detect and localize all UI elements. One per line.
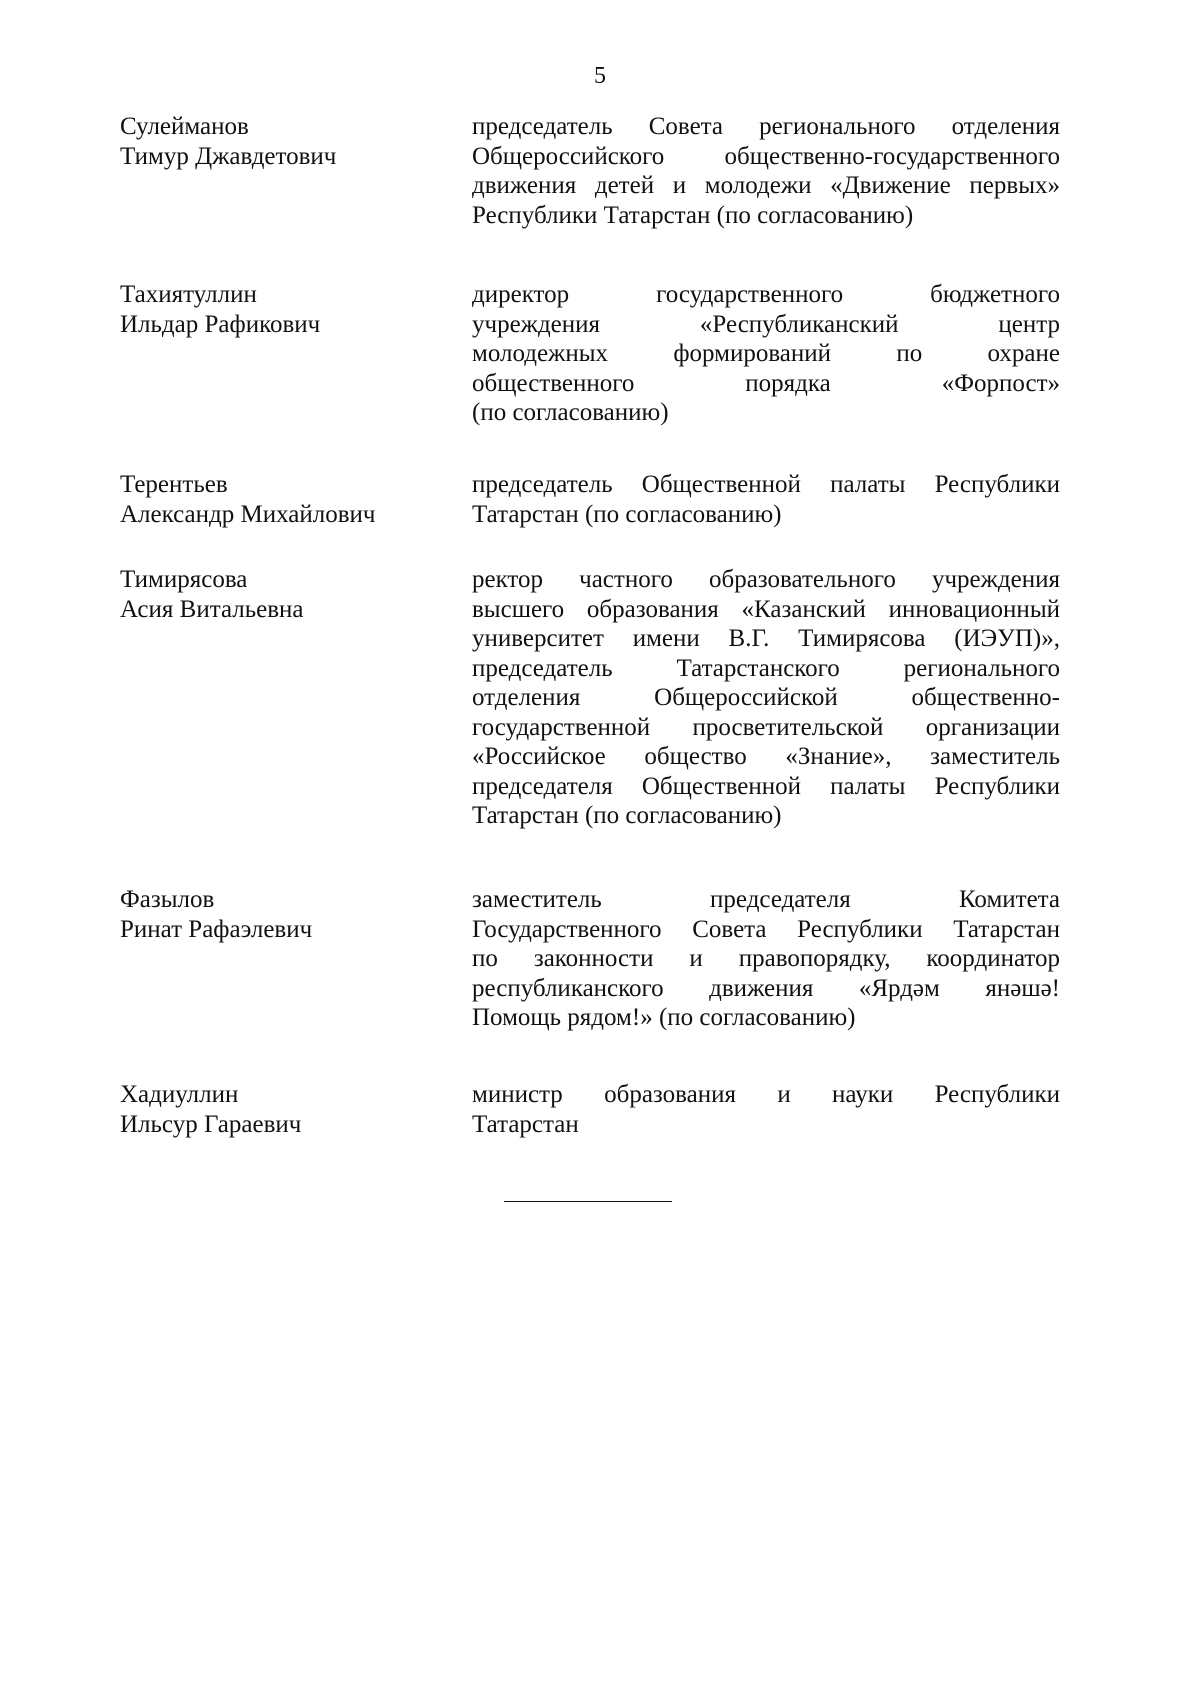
- role-line: председатель Татарстанского регионального: [472, 654, 1060, 682]
- member-surname: Сулейманов: [120, 113, 249, 140]
- member-surname: Тимирясова: [120, 566, 248, 593]
- role-line: учреждения «Республиканский центр: [472, 310, 1060, 338]
- member-role: [472, 565, 1060, 831]
- member-given-names: Тимур Джавдетович: [120, 142, 337, 170]
- role-line: заместитель председателя Комитета: [472, 886, 1060, 913]
- closing-divider: [504, 1201, 672, 1202]
- member-given-names: Ильдар Рафикович: [120, 310, 321, 338]
- role-line: Татарстан (по согласованию): [472, 500, 782, 528]
- role-line: (по согласованию): [472, 399, 669, 426]
- role-line: молодежных формирований по охране: [472, 340, 1060, 367]
- role-line: ректор частного образовательного учреждения: [472, 566, 1060, 593]
- role-line: Общероссийского общественно-государственного: [472, 142, 1060, 170]
- member-given-names: Асия Витальевна: [120, 595, 304, 623]
- member-surname: Фазылов: [120, 886, 215, 913]
- member-surname: Тахиятуллин: [120, 281, 257, 308]
- role-line: Республики Татарстан (по согласованию): [472, 201, 914, 229]
- member-surname: Хадиуллин: [120, 1081, 239, 1108]
- role-line: министр образования и науки Республики: [472, 1081, 1060, 1108]
- role-line: движения детей и молодежи «Движение первых»: [472, 172, 1060, 199]
- role-line: «Российское общество «Знание», заместитель: [472, 743, 1060, 770]
- member-name: [120, 1080, 440, 1139]
- member-name: [120, 112, 440, 171]
- role-line: Татарстан: [472, 1110, 579, 1138]
- member-role: [472, 280, 1060, 428]
- page-number: 5: [594, 63, 606, 89]
- member-given-names: Ринат Рафаэлевич: [120, 915, 313, 943]
- role-line: государственной просветительской организации: [472, 713, 1060, 741]
- member-role: [472, 885, 1060, 1033]
- member-surname: Терентьев: [120, 471, 228, 498]
- role-line: председателя Общественной палаты Республики: [472, 772, 1060, 800]
- member-name: [120, 565, 440, 624]
- role-line: Государственного Совета Республики Татарстан: [472, 915, 1060, 943]
- member-role: [472, 1080, 1060, 1139]
- role-line: председатель Общественной палаты Республики: [472, 471, 1060, 498]
- role-line: Помощь рядом!» (по согласованию): [472, 1004, 856, 1031]
- role-line: директор государственного бюджетного: [472, 281, 1060, 308]
- member-given-names: Александр Михайлович: [120, 500, 376, 528]
- role-line: Татарстан (по согласованию): [472, 802, 782, 829]
- role-line: университет имени В.Г. Тимирясова (ИЭУП)»,: [472, 625, 1060, 652]
- member-role: [472, 470, 1060, 529]
- role-line: отделения Общероссийской общественно-: [472, 684, 1060, 711]
- member-name: [120, 470, 440, 529]
- member-name: [120, 885, 440, 944]
- role-line: республиканского движения «Ярдəм янəшə!: [472, 974, 1060, 1002]
- role-line: общественного порядка «Форпост»: [472, 369, 1060, 397]
- member-given-names: Ильсур Гараевич: [120, 1110, 302, 1138]
- role-line: высшего образования «Казанский инновационный: [472, 595, 1060, 623]
- member-role: [472, 112, 1060, 230]
- member-name: [120, 280, 440, 339]
- role-line: по законности и правопорядку, координатор: [472, 945, 1060, 972]
- role-line: председатель Совета регионального отделения: [472, 113, 1060, 140]
